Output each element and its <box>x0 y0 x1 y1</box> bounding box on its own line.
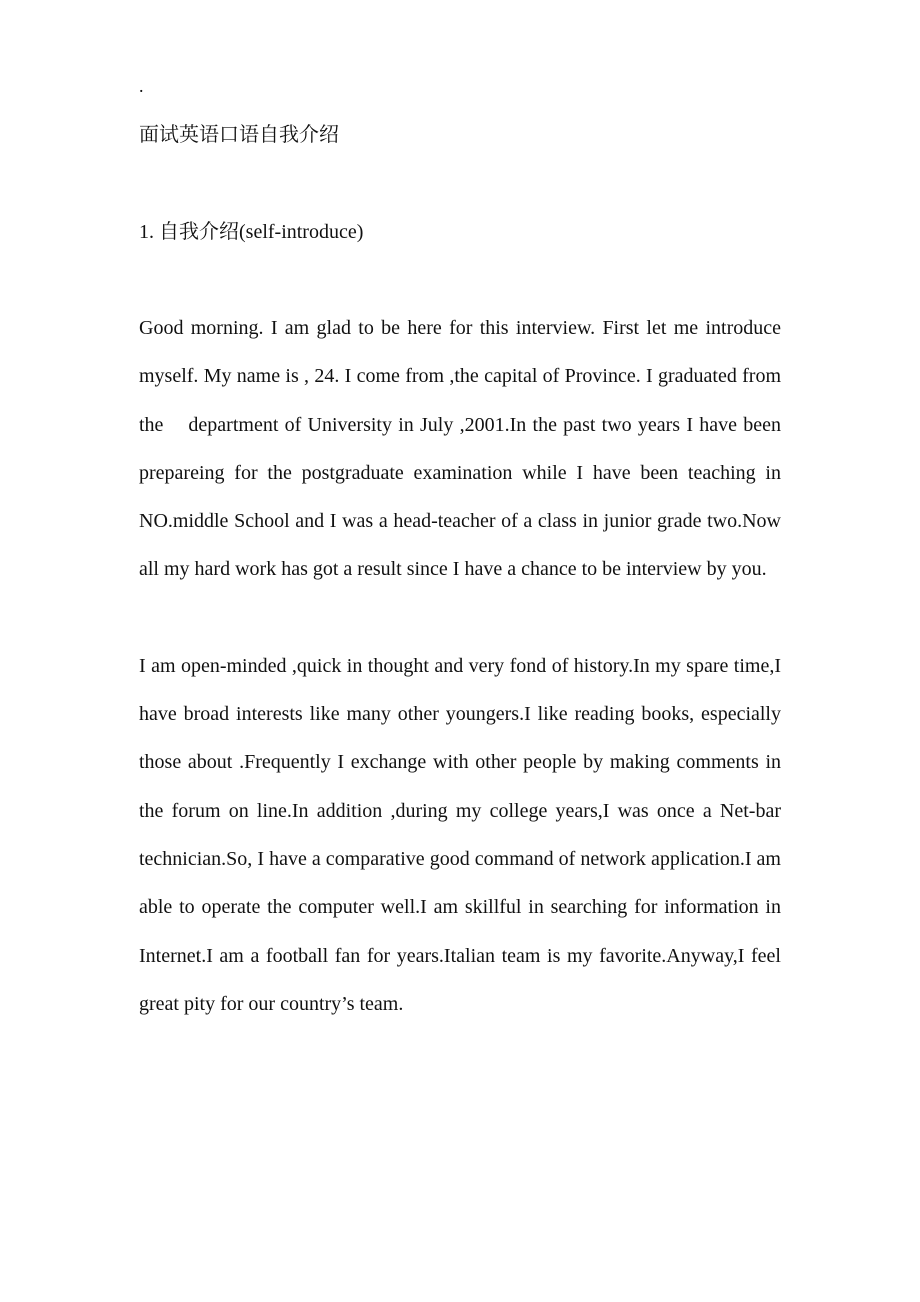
paragraph-interests: I am open-minded ,quick in thought and very fond of history.In my spare time,I have broad interests like many other youngers.I like reading books, especially those about .Frequently I exchange with other people by making comments in the forum on line.In addition ,during my college years,I was once a Net-bar technician.So, I have a comparative good command of network application.I am able to operate the computer well.I am skillful in searching for information in Internet.I am a football fan for years.Italian team is my favorite.Anyway,I feel great pity for our country’s team. <box>139 654 781 1015</box>
paragraph-introduction: Good morning. I am glad to be here for this interview. First let me introduce myself. My name is , 24. I come from ,the capital of Province. I graduated from the department of University in July ,2001.In the past two years I have been prepareing for the postgraduate examination while I have been teaching in NO.middle School and I was a head-teacher of a class in junior grade two.Now all my hard work has got a result since I have a chance to be interview by you. <box>139 317 781 581</box>
section-heading: 1. 自我介绍(self-introduce) <box>139 221 364 243</box>
document-body <box>139 72 781 1028</box>
document-title: 面试英语口语自我介绍 <box>139 124 339 146</box>
page-marker: . <box>139 76 144 96</box>
